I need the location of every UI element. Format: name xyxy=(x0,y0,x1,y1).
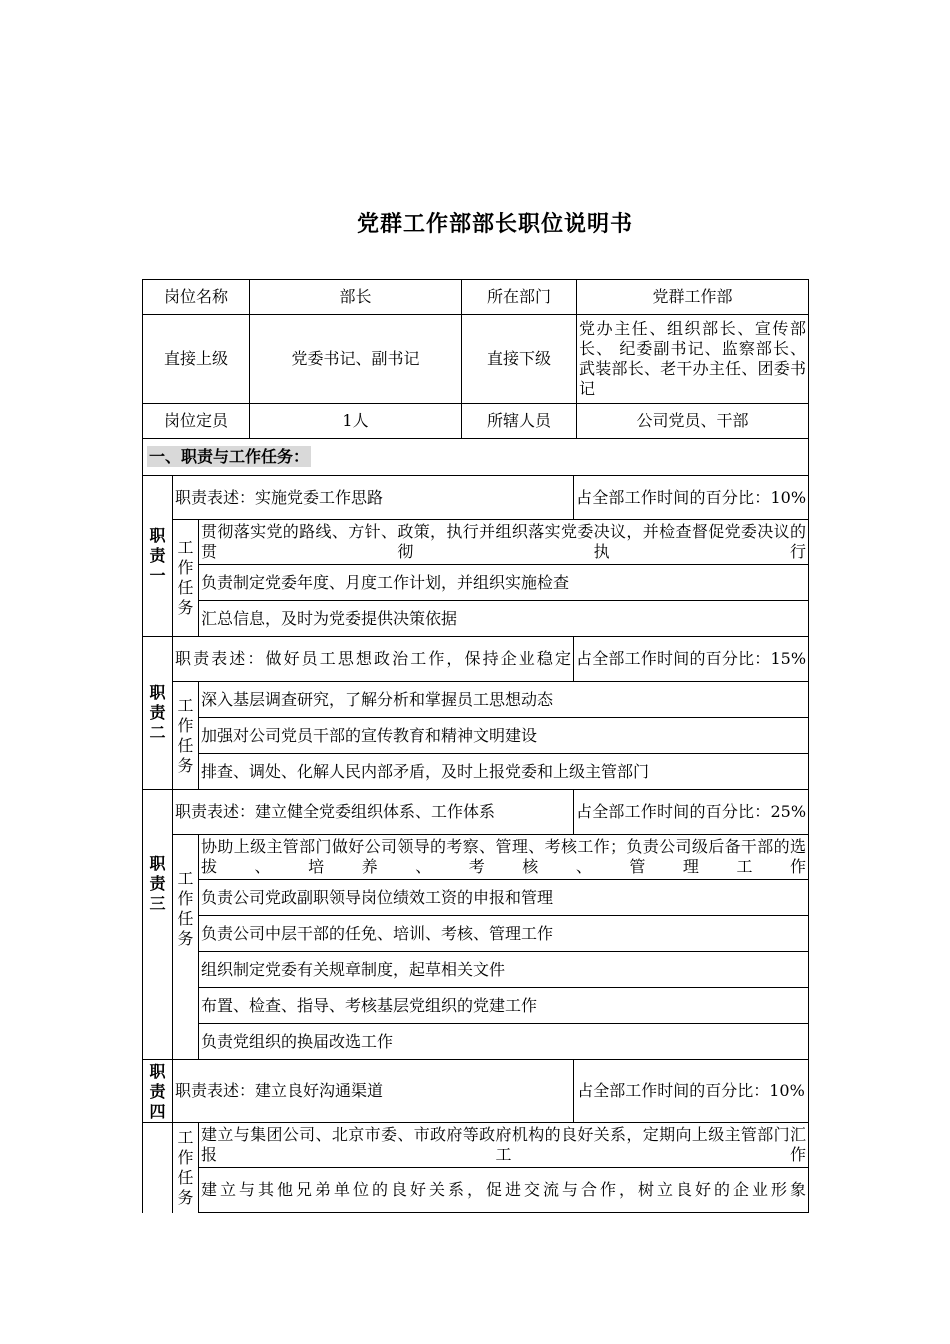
task-item: 负责公司中层干部的任免、培训、考核、管理工作 xyxy=(199,916,809,952)
duty-pct: 占全部工作时间的百分比：10% xyxy=(574,1060,809,1123)
task-row xyxy=(143,1024,809,1060)
superior-label: 直接上级 xyxy=(143,315,250,404)
task-item: 负责制定党委年度、月度工作计划，并组织实施检查 xyxy=(199,565,809,601)
document-title: 党群工作部部长职位说明书 xyxy=(356,212,633,237)
post-name-value: 部长 xyxy=(250,280,462,315)
task-row xyxy=(143,952,809,988)
duty-label: 职责四 xyxy=(143,1060,173,1123)
task-row xyxy=(143,835,809,880)
basic-row-1 xyxy=(143,280,809,315)
duty-desc-row xyxy=(143,790,809,835)
task-row xyxy=(143,682,809,718)
managed-label: 所辖人员 xyxy=(462,404,577,439)
duty-pct: 占全部工作时间的百分比：25% xyxy=(574,790,809,835)
subordinate-label: 直接下级 xyxy=(462,315,577,404)
duty-desc-row xyxy=(143,637,809,682)
task-label: 工作任务 xyxy=(173,835,199,1060)
task-row xyxy=(143,718,809,754)
subordinate-value: 党办主任、组织部长、宣传部长、 纪委副书记、监察部长、武装部长、老干办主任、团委书记 xyxy=(577,315,809,404)
task-item: 协助上级主管部门做好公司领导的考察、管理、考核工作；负责公司级后备干部的选拔、培养、考核、管理工作 xyxy=(199,835,809,880)
dept-value: 党群工作部 xyxy=(577,280,809,315)
post-name-label: 岗位名称 xyxy=(143,280,250,315)
task-row xyxy=(143,1168,809,1213)
task-row xyxy=(143,754,809,790)
headcount-value: 1人 xyxy=(250,404,462,439)
task-item: 汇总信息，及时为党委提供决策依据 xyxy=(199,601,809,637)
task-item: 布置、检查、指导、考核基层党组织的党建工作 xyxy=(199,988,809,1024)
task-row xyxy=(143,988,809,1024)
duty-desc: 职责表述：建立健全党委组织体系、工作体系 xyxy=(173,790,574,835)
task-row xyxy=(143,1123,809,1168)
section-row xyxy=(143,439,809,476)
task-row xyxy=(143,601,809,637)
duty-pct: 占全部工作时间的百分比：15% xyxy=(574,637,809,682)
duty-pct: 占全部工作时间的百分比：10% xyxy=(574,476,809,520)
task-label: 工作任务 xyxy=(173,1123,199,1213)
section-title: 一、职责与工作任务： xyxy=(149,447,310,466)
task-item: 组织制定党委有关规章制度，起草相关文件 xyxy=(199,952,809,988)
managed-value: 公司党员、干部 xyxy=(577,404,809,439)
task-item: 负责党组织的换届改选工作 xyxy=(199,1024,809,1060)
dept-label: 所在部门 xyxy=(462,280,577,315)
duty-desc: 职责表述：建立良好沟通渠道 xyxy=(173,1060,574,1123)
task-row xyxy=(143,880,809,916)
task-item: 建立与集团公司、北京市委、市政府等政府机构的良好关系，定期向上级主管部门汇报工作 xyxy=(199,1123,809,1168)
task-item: 贯彻落实党的路线、方针、政策，执行并组织落实党委决议，并检查督促党委决议的贯彻执行 xyxy=(199,520,809,565)
duty-label: 职责三 xyxy=(143,790,173,1060)
task-label: 工作任务 xyxy=(173,520,199,637)
duty-label: 职责二 xyxy=(143,637,173,790)
duty-desc: 职责表述：做好员工思想政治工作，保持企业稳定 xyxy=(173,637,574,682)
task-row xyxy=(143,565,809,601)
duty-desc-row xyxy=(143,476,809,520)
task-label: 工作任务 xyxy=(173,682,199,790)
duty-label: 职责一 xyxy=(143,476,173,637)
task-item: 加强对公司党员干部的宣传教育和精神文明建设 xyxy=(199,718,809,754)
task-row xyxy=(143,520,809,565)
superior-value: 党委书记、副书记 xyxy=(250,315,462,404)
duty-desc-row xyxy=(143,1060,809,1123)
task-item: 排查、调处、化解人民内部矛盾，及时上报党委和上级主管部门 xyxy=(199,754,809,790)
basic-row-3 xyxy=(143,404,809,439)
task-item: 负责公司党政副职领导岗位绩效工资的申报和管理 xyxy=(199,880,809,916)
task-item: 深入基层调查研究，了解分析和掌握员工思想动态 xyxy=(199,682,809,718)
headcount-label: 岗位定员 xyxy=(143,404,250,439)
job-description-table xyxy=(142,279,809,1213)
duty-desc: 职责表述：实施党委工作思路 xyxy=(173,476,574,520)
task-item: 建立与其他兄弟单位的良好关系，促进交流与合作，树立良好的企业形象 xyxy=(199,1168,809,1213)
task-row xyxy=(143,916,809,952)
basic-row-2 xyxy=(143,315,809,404)
